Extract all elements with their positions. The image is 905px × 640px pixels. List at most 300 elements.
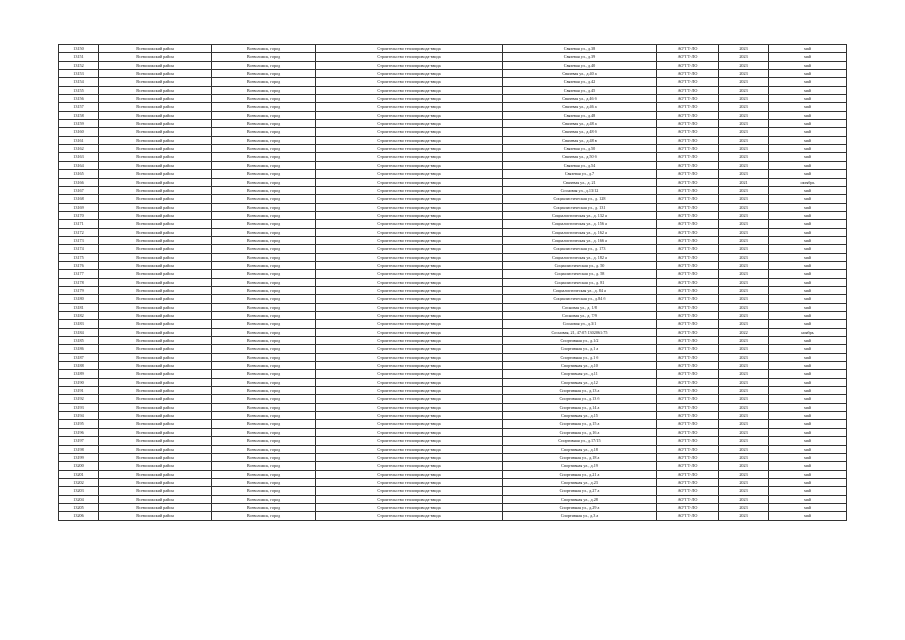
month-cell: май xyxy=(769,145,847,153)
year-cell: 2023 xyxy=(719,236,769,244)
organization-cell: АО"ГТ-ЛО xyxy=(657,261,719,269)
locality-cell: Всеволожск, город xyxy=(212,61,316,69)
year-cell: 2023 xyxy=(719,503,769,511)
district-cell: Всеволожский район xyxy=(99,428,212,436)
year-cell: 2023 xyxy=(719,337,769,345)
district-cell: Всеволожский район xyxy=(99,278,212,286)
work-type-cell: Строительство теплопровода-ввода xyxy=(316,178,503,186)
address-cell: Социалистическая ул., д.84 б xyxy=(503,295,657,303)
locality-cell: Всеволожск, город xyxy=(212,153,316,161)
table-row xyxy=(59,278,847,286)
organization-cell: АО"ГТ-ЛО xyxy=(657,337,719,345)
row-id-cell: 13159 xyxy=(59,120,99,128)
row-id-cell: 13153 xyxy=(59,70,99,78)
table-row xyxy=(59,487,847,495)
table-row xyxy=(59,270,847,278)
organization-cell: АО"ГТ-ЛО xyxy=(657,136,719,144)
row-id-cell: 13166 xyxy=(59,178,99,186)
address-cell: Спортивная ул., д.13 а xyxy=(503,387,657,395)
district-cell: Всеволожский район xyxy=(99,353,212,361)
month-cell: май xyxy=(769,353,847,361)
locality-cell: Всеволожск, город xyxy=(212,203,316,211)
work-type-cell: Строительство теплопровода-ввода xyxy=(316,70,503,78)
year-cell: 2023 xyxy=(719,95,769,103)
work-type-cell: Строительство теплопровода-ввода xyxy=(316,211,503,219)
table-row xyxy=(59,111,847,119)
month-cell: май xyxy=(769,120,847,128)
district-cell: Всеволожский район xyxy=(99,362,212,370)
row-id-cell: 13180 xyxy=(59,295,99,303)
address-cell: Спортивная ул., д.18 а xyxy=(503,453,657,461)
table-row xyxy=(59,478,847,486)
row-id-cell: 13154 xyxy=(59,78,99,86)
work-type-cell: Строительство теплопровода-ввода xyxy=(316,428,503,436)
row-id-cell: 13173 xyxy=(59,236,99,244)
district-cell: Всеволожский район xyxy=(99,295,212,303)
organization-cell: АО"ГТ-ЛО xyxy=(657,445,719,453)
month-cell: май xyxy=(769,403,847,411)
locality-cell: Всеволожск, город xyxy=(212,270,316,278)
address-cell: Спортивная ул., д.16 а xyxy=(503,428,657,436)
locality-cell: Всеволожск, город xyxy=(212,312,316,320)
table-row xyxy=(59,245,847,253)
locality-cell: Всеволожск, город xyxy=(212,78,316,86)
organization-cell: АО"ГТ-ЛО xyxy=(657,236,719,244)
work-type-cell: Строительство теплопровода-ввода xyxy=(316,261,503,269)
organization-cell: АО"ГТ-ЛО xyxy=(657,512,719,520)
month-cell: май xyxy=(769,111,847,119)
month-cell: май xyxy=(769,428,847,436)
organization-cell: АО"ГТ-ЛО xyxy=(657,487,719,495)
row-id-cell: 13175 xyxy=(59,253,99,261)
district-cell: Всеволожский район xyxy=(99,328,212,336)
table-row xyxy=(59,236,847,244)
address-cell: Связевая ул., д.50 xyxy=(503,145,657,153)
organization-cell: АО"ГТ-ЛО xyxy=(657,420,719,428)
locality-cell: Всеволожск, город xyxy=(212,470,316,478)
row-id-cell: 13165 xyxy=(59,170,99,178)
work-type-cell: Строительство теплопровода-ввода xyxy=(316,503,503,511)
work-type-cell: Строительство теплопровода-ввода xyxy=(316,328,503,336)
work-type-cell: Строительство теплопровода-ввода xyxy=(316,61,503,69)
year-cell: 2023 xyxy=(719,245,769,253)
row-id-cell: 13181 xyxy=(59,303,99,311)
month-cell: май xyxy=(769,220,847,228)
work-type-cell: Строительство теплопровода-ввода xyxy=(316,86,503,94)
locality-cell: Всеволожск, город xyxy=(212,111,316,119)
month-cell: май xyxy=(769,95,847,103)
year-cell: 2023 xyxy=(719,320,769,328)
address-cell: Спортивная ул., д.13 б xyxy=(503,395,657,403)
row-id-cell: 13156 xyxy=(59,95,99,103)
locality-cell: Всеволожск, город xyxy=(212,186,316,194)
district-cell: Всеволожский район xyxy=(99,487,212,495)
table-row xyxy=(59,228,847,236)
table-row xyxy=(59,353,847,361)
address-cell: Социалистическая ул., д. 166 а xyxy=(503,236,657,244)
district-cell: Всеволожский район xyxy=(99,195,212,203)
row-id-cell: 13200 xyxy=(59,462,99,470)
district-cell: Всеволожский район xyxy=(99,228,212,236)
district-cell: Всеволожский район xyxy=(99,245,212,253)
district-cell: Всеволожский район xyxy=(99,470,212,478)
year-cell: 2023 xyxy=(719,512,769,520)
table-row xyxy=(59,128,847,136)
locality-cell: Всеволожск, город xyxy=(212,362,316,370)
address-cell: Спортивная ул., д.15 а xyxy=(503,420,657,428)
year-cell: 2023 xyxy=(719,270,769,278)
work-type-cell: Строительство теплопровода-ввода xyxy=(316,253,503,261)
district-cell: Всеволожский район xyxy=(99,503,212,511)
row-id-cell: 13196 xyxy=(59,428,99,436)
organization-cell: АО"ГТ-ЛО xyxy=(657,70,719,78)
year-cell: 2023 xyxy=(719,428,769,436)
locality-cell: Всеволожск, город xyxy=(212,211,316,219)
district-cell: Всеволожский район xyxy=(99,128,212,136)
month-cell: май xyxy=(769,312,847,320)
locality-cell: Всеволожск, город xyxy=(212,220,316,228)
row-id-cell: 13174 xyxy=(59,245,99,253)
row-id-cell: 13161 xyxy=(59,136,99,144)
row-id-cell: 13167 xyxy=(59,186,99,194)
year-cell: 2023 xyxy=(719,45,769,53)
locality-cell: Всеволожск, город xyxy=(212,337,316,345)
organization-cell: АО"ГТ-ЛО xyxy=(657,128,719,136)
organization-cell: АО"ГТ-ЛО xyxy=(657,245,719,253)
address-cell: Связевая ул., д.48 xyxy=(503,111,657,119)
address-cell: Сосновая ул., д. 7/9 xyxy=(503,312,657,320)
organization-cell: АО"ГТ-ЛО xyxy=(657,328,719,336)
organization-cell: АО"ГТ-ЛО xyxy=(657,345,719,353)
organization-cell: АО"ГТ-ЛО xyxy=(657,470,719,478)
table-row xyxy=(59,470,847,478)
locality-cell: Всеволожск, город xyxy=(212,195,316,203)
locality-cell: Всеволожск, город xyxy=(212,120,316,128)
year-cell: 2023 xyxy=(719,120,769,128)
locality-cell: Всеволожск, город xyxy=(212,487,316,495)
table-row xyxy=(59,45,847,53)
work-type-cell: Строительство теплопровода-ввода xyxy=(316,120,503,128)
row-id-cell: 13172 xyxy=(59,228,99,236)
locality-cell: Всеволожск, город xyxy=(212,495,316,503)
address-cell: Социалистическая ул., д. 84 а xyxy=(503,286,657,294)
district-cell: Всеволожский район xyxy=(99,378,212,386)
month-cell: май xyxy=(769,228,847,236)
locality-cell: Всеволожск, город xyxy=(212,145,316,153)
address-cell: Связевая ул., д.45 xyxy=(503,86,657,94)
table-row xyxy=(59,320,847,328)
locality-cell: Всеволожск, город xyxy=(212,261,316,269)
work-type-cell: Строительство теплопровода-ввода xyxy=(316,170,503,178)
month-cell: май xyxy=(769,445,847,453)
year-cell: 2023 xyxy=(719,470,769,478)
work-type-cell: Строительство теплопровода-ввода xyxy=(316,53,503,61)
year-cell: 2023 xyxy=(719,462,769,470)
district-cell: Всеволожский район xyxy=(99,178,212,186)
table-row xyxy=(59,203,847,211)
organization-cell: АО"ГТ-ЛО xyxy=(657,203,719,211)
address-cell: Связевая ул., д.46 б xyxy=(503,95,657,103)
month-cell: май xyxy=(769,128,847,136)
table-row xyxy=(59,345,847,353)
row-id-cell: 13193 xyxy=(59,403,99,411)
address-cell: Связевая ул., д.48 а xyxy=(503,120,657,128)
row-id-cell: 13158 xyxy=(59,111,99,119)
work-type-cell: Строительство теплопровода-ввода xyxy=(316,128,503,136)
row-id-cell: 13155 xyxy=(59,86,99,94)
month-cell: май xyxy=(769,295,847,303)
district-cell: Всеволожский район xyxy=(99,370,212,378)
table-row xyxy=(59,378,847,386)
district-cell: Всеволожский район xyxy=(99,86,212,94)
month-cell: май xyxy=(769,236,847,244)
work-type-cell: Строительство теплопровода-ввода xyxy=(316,203,503,211)
table-row xyxy=(59,503,847,511)
table-row xyxy=(59,495,847,503)
work-type-cell: Строительство теплопровода-ввода xyxy=(316,478,503,486)
row-id-cell: 13191 xyxy=(59,387,99,395)
table-row xyxy=(59,170,847,178)
month-cell: май xyxy=(769,61,847,69)
locality-cell: Всеволожск, город xyxy=(212,178,316,186)
locality-cell: Всеволожск, город xyxy=(212,395,316,403)
work-type-cell: Строительство теплопровода-ввода xyxy=(316,403,503,411)
table-row xyxy=(59,437,847,445)
year-cell: 2023 xyxy=(719,370,769,378)
month-cell: май xyxy=(769,53,847,61)
district-cell: Всеволожский район xyxy=(99,387,212,395)
table-row xyxy=(59,395,847,403)
organization-cell: АО"ГТ-ЛО xyxy=(657,153,719,161)
district-cell: Всеволожский район xyxy=(99,236,212,244)
month-cell: май xyxy=(769,362,847,370)
locality-cell: Всеволожск, город xyxy=(212,86,316,94)
organization-cell: АО"ГТ-ЛО xyxy=(657,195,719,203)
year-cell: 2023 xyxy=(719,345,769,353)
work-type-cell: Строительство теплопровода-ввода xyxy=(316,303,503,311)
work-type-cell: Строительство теплопровода-ввода xyxy=(316,420,503,428)
locality-cell: Всеволожск, город xyxy=(212,420,316,428)
address-cell: Сосновая ул., д.13/12 xyxy=(503,186,657,194)
address-cell: Связевая ул., д.7 xyxy=(503,170,657,178)
organization-cell: АО"ГТ-ЛО xyxy=(657,453,719,461)
month-cell: май xyxy=(769,170,847,178)
address-cell: Спортивная ул., д.11 xyxy=(503,370,657,378)
row-id-cell: 13168 xyxy=(59,195,99,203)
year-cell: 2023 xyxy=(719,170,769,178)
address-cell: Связевая ул., д.48 б xyxy=(503,128,657,136)
month-cell: май xyxy=(769,136,847,144)
work-type-cell: Строительство теплопровода-ввода xyxy=(316,462,503,470)
row-id-cell: 13186 xyxy=(59,345,99,353)
locality-cell: Всеволожск, город xyxy=(212,478,316,486)
address-cell: Социалистическая ул., д. 182 а xyxy=(503,253,657,261)
table-row xyxy=(59,136,847,144)
organization-cell: АО"ГТ-ЛО xyxy=(657,103,719,111)
district-cell: Всеволожский район xyxy=(99,437,212,445)
month-cell: май xyxy=(769,378,847,386)
district-cell: Всеволожский район xyxy=(99,312,212,320)
row-id-cell: 13162 xyxy=(59,145,99,153)
locality-cell: Всеволожск, город xyxy=(212,228,316,236)
row-id-cell: 13202 xyxy=(59,478,99,486)
month-cell: май xyxy=(769,261,847,269)
address-cell: Социалистическая ул., д. 132 а xyxy=(503,211,657,219)
year-cell: 2023 xyxy=(719,261,769,269)
district-cell: Всеволожский район xyxy=(99,136,212,144)
month-cell: май xyxy=(769,395,847,403)
work-type-cell: Строительство теплопровода-ввода xyxy=(316,487,503,495)
year-cell: 2023 xyxy=(719,220,769,228)
year-cell: 2023 xyxy=(719,312,769,320)
month-cell: май xyxy=(769,153,847,161)
work-type-cell: Строительство теплопровода-ввода xyxy=(316,220,503,228)
organization-cell: АО"ГТ-ЛО xyxy=(657,145,719,153)
row-id-cell: 13176 xyxy=(59,261,99,269)
district-cell: Всеволожский район xyxy=(99,170,212,178)
month-cell: май xyxy=(769,345,847,353)
address-cell: Спортивная ул., д.29 а xyxy=(503,503,657,511)
month-cell: май xyxy=(769,78,847,86)
work-type-cell: Строительство теплопровода-ввода xyxy=(316,395,503,403)
organization-cell: АО"ГТ-ЛО xyxy=(657,178,719,186)
work-type-cell: Строительство теплопровода-ввода xyxy=(316,320,503,328)
address-cell: Спортивная ул., д.23 xyxy=(503,478,657,486)
locality-cell: Всеволожск, город xyxy=(212,245,316,253)
district-cell: Всеволожский район xyxy=(99,70,212,78)
year-cell: 2023 xyxy=(719,362,769,370)
month-cell: май xyxy=(769,478,847,486)
district-cell: Всеволожский район xyxy=(99,103,212,111)
organization-cell: АО"ГТ-ЛО xyxy=(657,111,719,119)
month-cell: май xyxy=(769,470,847,478)
work-type-cell: Строительство теплопровода-ввода xyxy=(316,186,503,194)
address-cell: Спортивная ул., д.27 а xyxy=(503,487,657,495)
work-type-cell: Строительство теплопровода-ввода xyxy=(316,453,503,461)
table-row xyxy=(59,312,847,320)
year-cell: 2023 xyxy=(719,145,769,153)
month-cell: май xyxy=(769,320,847,328)
organization-cell: АО"ГТ-ЛО xyxy=(657,378,719,386)
organization-cell: АО"ГТ-ЛО xyxy=(657,295,719,303)
spreadsheet-page xyxy=(58,44,846,521)
table-row xyxy=(59,303,847,311)
row-id-cell: 13179 xyxy=(59,286,99,294)
district-cell: Всеволожский район xyxy=(99,512,212,520)
organization-cell: АО"ГТ-ЛО xyxy=(657,353,719,361)
month-cell: май xyxy=(769,195,847,203)
table-row xyxy=(59,420,847,428)
year-cell: 2023 xyxy=(719,295,769,303)
month-cell: май xyxy=(769,253,847,261)
address-cell: Спортивная ул., д.10 xyxy=(503,362,657,370)
locality-cell: Всеволожск, город xyxy=(212,253,316,261)
district-cell: Всеволожский район xyxy=(99,253,212,261)
district-cell: Всеволожский район xyxy=(99,303,212,311)
work-type-cell: Строительство теплопровода-ввода xyxy=(316,95,503,103)
year-cell: 2023 xyxy=(719,161,769,169)
row-id-cell: 13184 xyxy=(59,328,99,336)
work-type-cell: Строительство теплопровода-ввода xyxy=(316,153,503,161)
year-cell: 2023 xyxy=(719,103,769,111)
locality-cell: Всеволожск, город xyxy=(212,403,316,411)
table-row xyxy=(59,153,847,161)
district-cell: Всеволожский район xyxy=(99,53,212,61)
work-type-cell: Строительство теплопровода-ввода xyxy=(316,278,503,286)
address-cell: Спортивная ул., д.15 xyxy=(503,412,657,420)
work-type-cell: Строительство теплопровода-ввода xyxy=(316,512,503,520)
table-row xyxy=(59,86,847,94)
table-row xyxy=(59,362,847,370)
district-cell: Всеволожский район xyxy=(99,478,212,486)
table-row xyxy=(59,428,847,436)
address-cell: Связевая ул., д.50 б xyxy=(503,153,657,161)
year-cell: 2023 xyxy=(719,153,769,161)
organization-cell: АО"ГТ-ЛО xyxy=(657,170,719,178)
district-cell: Всеволожский район xyxy=(99,111,212,119)
row-id-cell: 13151 xyxy=(59,53,99,61)
district-cell: Всеволожский район xyxy=(99,211,212,219)
row-id-cell: 13182 xyxy=(59,312,99,320)
month-cell: май xyxy=(769,303,847,311)
district-cell: Всеволожский район xyxy=(99,320,212,328)
month-cell: май xyxy=(769,495,847,503)
work-type-cell: Строительство теплопровода-ввода xyxy=(316,370,503,378)
address-cell: Связевая ул., д.38 xyxy=(503,45,657,53)
organization-cell: АО"ГТ-ЛО xyxy=(657,462,719,470)
table-row xyxy=(59,78,847,86)
year-cell: 2023 xyxy=(719,86,769,94)
locality-cell: Всеволожск, город xyxy=(212,428,316,436)
row-id-cell: 13205 xyxy=(59,503,99,511)
row-id-cell: 13203 xyxy=(59,487,99,495)
address-cell: Социалистическая ул., д. 50 xyxy=(503,261,657,269)
row-id-cell: 13171 xyxy=(59,220,99,228)
row-id-cell: 13199 xyxy=(59,453,99,461)
address-cell: Сосновая ул., д. 1/8 xyxy=(503,303,657,311)
row-id-cell: 13201 xyxy=(59,470,99,478)
month-cell: май xyxy=(769,462,847,470)
work-type-cell: Строительство теплопровода-ввода xyxy=(316,353,503,361)
organization-cell: АО"ГТ-ЛО xyxy=(657,395,719,403)
address-cell: Социалистическая ул., д. 156 а xyxy=(503,220,657,228)
table-row xyxy=(59,403,847,411)
work-type-cell: Строительство теплопровода-ввода xyxy=(316,295,503,303)
address-cell: Спортивная ул., д.18 xyxy=(503,445,657,453)
locality-cell: Всеволожск, город xyxy=(212,45,316,53)
work-type-cell: Строительство теплопровода-ввода xyxy=(316,378,503,386)
row-id-cell: 13163 xyxy=(59,153,99,161)
table-row xyxy=(59,178,847,186)
locality-cell: Всеволожск, город xyxy=(212,503,316,511)
district-cell: Всеволожский район xyxy=(99,345,212,353)
month-cell: май xyxy=(769,487,847,495)
row-id-cell: 13192 xyxy=(59,395,99,403)
table-row xyxy=(59,370,847,378)
address-cell: Связевая ул., д.39 xyxy=(503,53,657,61)
address-cell: Спортивная ул., д.14 а xyxy=(503,403,657,411)
organization-cell: АО"ГТ-ЛО xyxy=(657,211,719,219)
year-cell: 2021 xyxy=(719,178,769,186)
year-cell: 2023 xyxy=(719,286,769,294)
work-type-cell: Строительство теплопровода-ввода xyxy=(316,312,503,320)
table-row xyxy=(59,412,847,420)
district-cell: Всеволожский район xyxy=(99,145,212,153)
row-id-cell: 13169 xyxy=(59,203,99,211)
year-cell: 2023 xyxy=(719,378,769,386)
year-cell: 2023 xyxy=(719,195,769,203)
month-cell: май xyxy=(769,370,847,378)
